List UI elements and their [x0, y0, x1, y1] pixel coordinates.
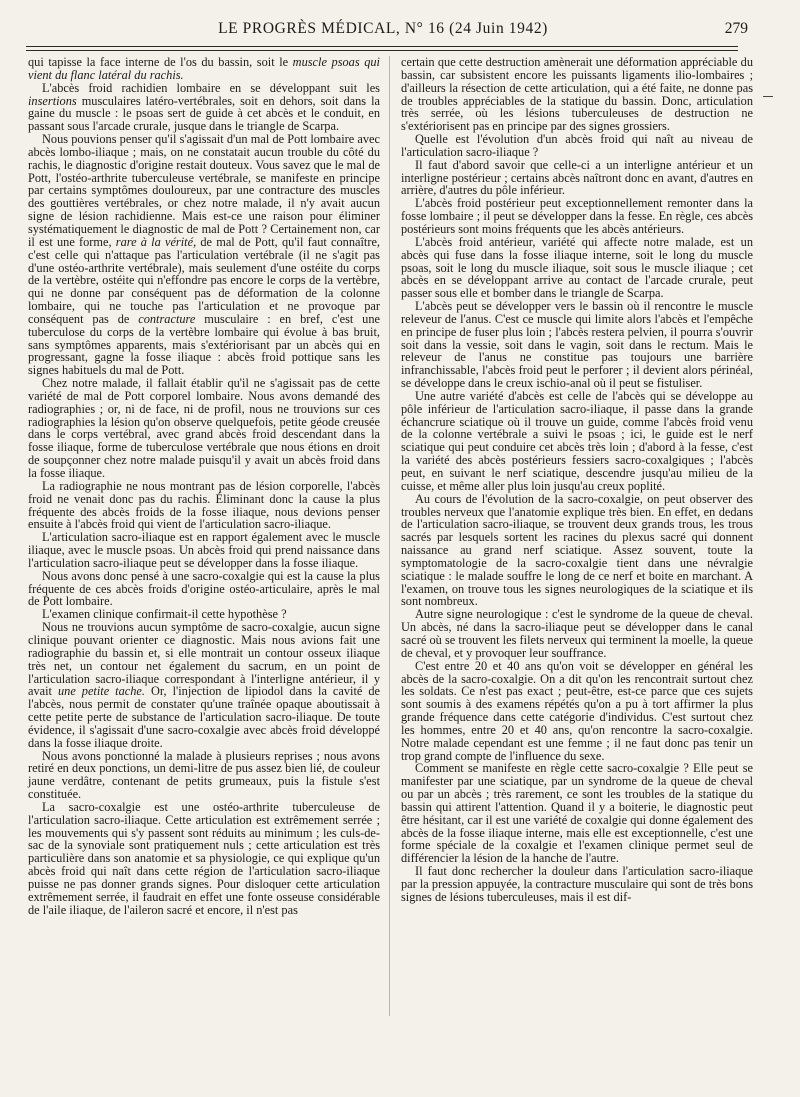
paragraph	[28, 801, 380, 917]
right-column	[401, 56, 753, 904]
paragraph	[401, 197, 753, 236]
text-run: Il faut donc rechercher la douleur dans l'articulation sacro-iliaque par la pression appuyée, la contracture musculaire qui sont de très bons signes de lésions tuberculeuses, mais il est dif-	[401, 864, 753, 904]
paragraph	[28, 531, 380, 570]
text-run: C'est entre 20 et 40 ans qu'on voit se développer en général les abcès de la sacro-coxalgie. On a dit qu'on les rencontrait surtout chez les soldats. Ce n'est pas exact ; peut-être, est-ce parce que ces sujets sont soumis à des examens répétés qu'on a pu à tort affirmer la plus grande fréquence dans cette catégorie d'individus. C'est surtout chez les hommes, entre 20 et 40 ans, qu'on rencontre la sacro-coxalgie. Notre malade cependant est une femme ; il ne faut donc pas tenir un trop grand compte de l'influence du sexe.	[401, 658, 753, 763]
paragraph	[401, 608, 753, 659]
text-run: de mal de Pott, qu'il faut connaître, c'est celle qui n'attaque pas l'articulation vertébrale (il ne s'agit pas d'une ostéo-arthrite vertébrale), mais seulement d'une ostéite du corps de la vertèbre, ostéite qui n'effondre pas encore le corps de la vertèbre, qui ne donne par conséquent pas de déformation de la colonne lombaire, qui ne touche pas l'articulation et ne provoque par conséquent pas de	[28, 234, 381, 326]
text-run: Or, l'injection de lipiodol dans la cavité de l'abcès, nous permit de constater qu'une traînée opaque aboutissait à cette petite perte de substance de l'articulation sacro-iliaque. De toute évidence, il s'agissait d'une sacro-coxalgie avec abcès froid développé dans la fosse iliaque droite.	[28, 684, 381, 750]
text-run: qui tapisse la face interne de l'os du bassin, soit le	[28, 55, 293, 69]
paragraph	[401, 390, 753, 493]
text-run: musculaire : en bref, c'est une tuberculose du corps de la vertèbre lombaire qui évolue à bas bruit, sans symptômes apparents, mais s'extériorisant par un abcès qui en progressant, gagne la fosse iliaque : abcès froid pottique sans les signes habituels du mal de Pott.	[28, 311, 380, 378]
italic-text: muscle psoas qui vient du flanc latéral du rachis.	[28, 55, 380, 82]
paragraph	[28, 480, 380, 531]
text-run: certain que cette destruction amènerait une déformation appréciable du bassin, car subsistent encore les puissants ligaments ilio-lombaires ; d'ailleurs la résection de cette articulation, qui a été faite, ne donne pas de troubles appréciables de la statique du bassin. Donc, articulation très serrée, où les lésions tuberculeuses de destruction ne s'extériorisent pas en principe par des signes grossiers.	[401, 55, 753, 134]
text-run: L'articulation sacro-iliaque est en rapport également avec le muscle iliaque, avec le muscle psoas. Un abcès froid qui prend naissance dans l'articulation sacro-iliaque peut se développer dans la fosse iliaque.	[28, 530, 380, 570]
paragraph	[401, 660, 753, 763]
paragraph	[28, 82, 380, 133]
paragraph	[401, 762, 753, 865]
journal-title: LE PROGRÈS MÉDICAL, N° 16 (24 Juin 1942)	[218, 20, 548, 37]
paragraph	[28, 750, 380, 801]
italic-text: insertions	[28, 93, 77, 108]
running-head	[18, 20, 748, 42]
text-run: La sacro-coxalgie est une ostéo-arthrite tuberculeuse de l'articulation sacro-iliaque. Cette articulation est extrêmement serrée ; les mouvements qui s'y passent sont réduits au minimum ; les culs-de-sac de la synoviale sont pratiquement nuls ; cette articulation est très particulière dans son anatomie et sa physiologie, ce qui explique qu'un abcès froid qui naît dans cette région de l'articulation sacro-iliaque puisse ne pas donner grands signes. Pour disloquer cette articulation extrêmement serrée, il faudrait en effet une fonte osseuse considérable de l'aile iliaque, de l'aileron sacré et encore, il n'est pas	[28, 799, 380, 917]
text-run: L'abcès froid postérieur peut exceptionnellement remonter dans la fosse lombaire ; il peut se développer dans la fesse. En règle, ces abcès postérieurs sont moins fréquents que les abcès antérieurs.	[401, 196, 753, 236]
text-run: L'abcès froid rachidien lombaire en se développant suit les	[42, 80, 380, 95]
paragraph	[401, 493, 753, 609]
text-run: Une autre variété d'abcès est celle de l'abcès qui se développe au pôle inférieur de l'articulation sacro-iliaque, il passe dans la grande échancrure sciatique où il trouve un guide, comme l'abcès froid venu de la colonne vertébrale a suivi le psoas ; ici, le guide est le nerf sciatique qui peut conduire cet abcès très loin ; d'abord à la fesse, c'est la variété des abcès postérieurs fessiers sacro-coxalgiques ; l'abcès peut, en suivant le nerf sciatique, descendre jusqu'au milieu de la cuisse, et même aller plus loin jusqu'au creux poplité.	[401, 388, 753, 493]
header-rule-thick	[26, 46, 738, 47]
paragraph	[401, 300, 753, 390]
text-run: La radiographie ne nous montrant pas de lésion corporelle, l'abcès froid ne venait donc pas du rachis. Éliminant donc la cause la plus fréquente des abcès froids de la fosse iliaque, nous devions penser ensuite à l'abcès froid qui vient de l'articulation sacro-iliaque.	[28, 478, 380, 532]
text-run: Nous pouvions penser qu'il s'agissait d'un mal de Pott lombaire avec abcès lombo-iliaque ; mais, on ne constatait aucun trouble du côté du rachis, le diagnostic d'origine restait douteux. Vous savez que le mal de Pott, l'ostéo-arthrite tuberculeuse vertébrale, se manifeste en principe par certains symptômes douloureux, par une contracture des muscles des gouttières vertébrales, or chez notre malade, il n'y avait aucun signe de lésion rachidienne. Mais est-ce une raison pour éliminer systématiquement le diagnostic de mal de Pott ? Certainement non, car il est une forme,	[28, 132, 380, 249]
italic-text: une petite tache.	[57, 684, 145, 699]
text-run: Autre signe neurologique : c'est le syndrome de la queue de cheval. Un abcès, né dans la sacro-iliaque peut se développer dans le canal sacré où se trouvent les filets nerveux qui terminent la moelle, la queue de cheval, et y provoquer leur souffrance.	[401, 607, 753, 660]
text-run: Il faut d'abord savoir que celle-ci a un interligne antérieur et un interligne postérieur ; certains abcès naîtront donc en avant, d'autres en arrière, d'autres du pôle inférieur.	[401, 157, 753, 198]
page-number: 279	[724, 20, 748, 37]
paragraph	[28, 377, 380, 480]
text-run: L'abcès froid antérieur, variété qui affecte notre malade, est un abcès qui fuse dans la fosse iliaque interne, soit le long du muscle psoas, soit le long du muscle iliaque, soit sous le muscle iliaque ; cet abcès en se développant arrive au contact de l'arcade crurale, peut passer sous elle et bomber dans le triangle de Scarpa.	[401, 234, 753, 301]
paragraph	[401, 133, 753, 159]
paragraph	[28, 133, 380, 377]
text-run: Chez notre malade, il fallait établir qu'il ne s'agissait pas de cette variété de mal de Pott corporel lombaire. Nous avons demandé des radiographies ; or, ni de face, ni de profil, nous ne trouvions sur ces radiographies la lésion qu'on observe quelquefois, petite géode creusée dans le corps vertébral, avec grand abcès froid descendant dans la fosse iliaque, forme de tuberculose vertébrale que nous étions en droit de soupçonner chez notre malade puisqu'il y avait un abcès froid dans la fosse iliaque.	[28, 376, 380, 480]
text-run: Quelle est l'évolution d'un abcès froid qui naît au niveau de l'articulation sacro-iliaque ?	[401, 132, 753, 159]
paragraph	[28, 621, 380, 749]
paragraph	[401, 56, 753, 133]
italic-text: rare à la vérité,	[115, 234, 197, 249]
header-rule-thin	[26, 50, 738, 51]
text-run: Au cours de l'évolution de la sacro-coxalgie, on peut observer des troubles nerveux que l'anatomie explique très bien. En effet, en dedans de l'articulation sacro-iliaque, se trouvent deux grands trous, les trous sacrés par lesquels sortent les racines du plexus sacré qui donnent naissance au grand nerf sciatique. Assez souvent, toute la symptomatologie de la sacro-coxalgie tient dans une névralgie sciatique : le malade souffre le long de ce nerf et boite en marchant. A l'examen, on trouve tous les signes neurologiques de la sciatique et ils sont nombreux.	[401, 491, 753, 609]
text-run: Nous ne trouvions aucun symptôme de sacro-coxalgie, aucun signe clinique pouvant orienter ce diagnostic. Mais nous avions fait une radiographie du bassin et, si elle montrait un contour osseux iliaque très net, un contour net également du sacrum, en un point de l'articulation sacro-iliaque correspondant à l'interligne antérieur, il y avait	[28, 620, 380, 699]
text-run: Comment se manifeste en règle cette sacro-coxalgie ? Elle peut se manifester par une sciatique, par un syndrome de la queue de cheval ou par un abcès ; très rarement, ce sont les troubles de la statique du bassin qui attirent l'attention. Quand il y a boiterie, le diagnostic peut être hésitant, car il est une variété de coxalgie qui donne également des abcès de la fosse iliaque interne, mais elle est exceptionnelle, c'est une forme spéciale de la coxalgie et l'examen clinique permet seul de différencier la lésion de la hanche de l'autre.	[401, 761, 753, 866]
left-column	[28, 56, 380, 917]
margin-dash-mark	[763, 96, 773, 97]
paragraph	[28, 56, 380, 82]
paragraph	[401, 159, 753, 198]
paragraph	[28, 570, 380, 609]
paragraph	[401, 236, 753, 300]
column-divider	[389, 56, 390, 1016]
paragraph	[401, 865, 753, 904]
text-run: L'abcès peut se développer vers le bassin où il rencontre le muscle releveur de l'anus. C'est ce muscle qui limite alors l'abcès et l'empêche en principe de fuser plus loin ; l'abcès restera pelvien, il pourra s'ouvrir soit dans la vessie, soit dans le vagin, soit dans le rectum. Mais le releveur de l'anus ne constitue pas toujours une barrière infranchissable, l'abcès froid peut le perforer ; il devient alors périnéal, se développe dans le creux ischio-anal où il peut se fistuliser.	[401, 299, 753, 391]
text-run: Nous avons donc pensé à une sacro-coxalgie qui est la cause la plus fréquente de ces abcès froids d'origine ostéo-articulaire, après le mal de Pott lombaire.	[28, 568, 380, 609]
text-run: Nous avons ponctionné la malade à plusieurs reprises ; nous avons retiré en deux ponctions, un demi-litre de pus assez bien lié, de couleur jaune verdâtre, contenant de petits grumeaux, puis la fistule s'est constituée.	[28, 748, 380, 802]
text-run: L'examen clinique confirmait-il cette hypothèse ?	[42, 607, 287, 622]
text-run: musculaires latéro-vertébrales, soit en dehors, soit dans la gaine du muscle : le psoas sert de guide à cet abcès et le conduit, en passant sous l'arcade crurale, jusque dans le triangle de Scarpa.	[28, 93, 380, 134]
italic-text: contracture	[138, 311, 196, 326]
